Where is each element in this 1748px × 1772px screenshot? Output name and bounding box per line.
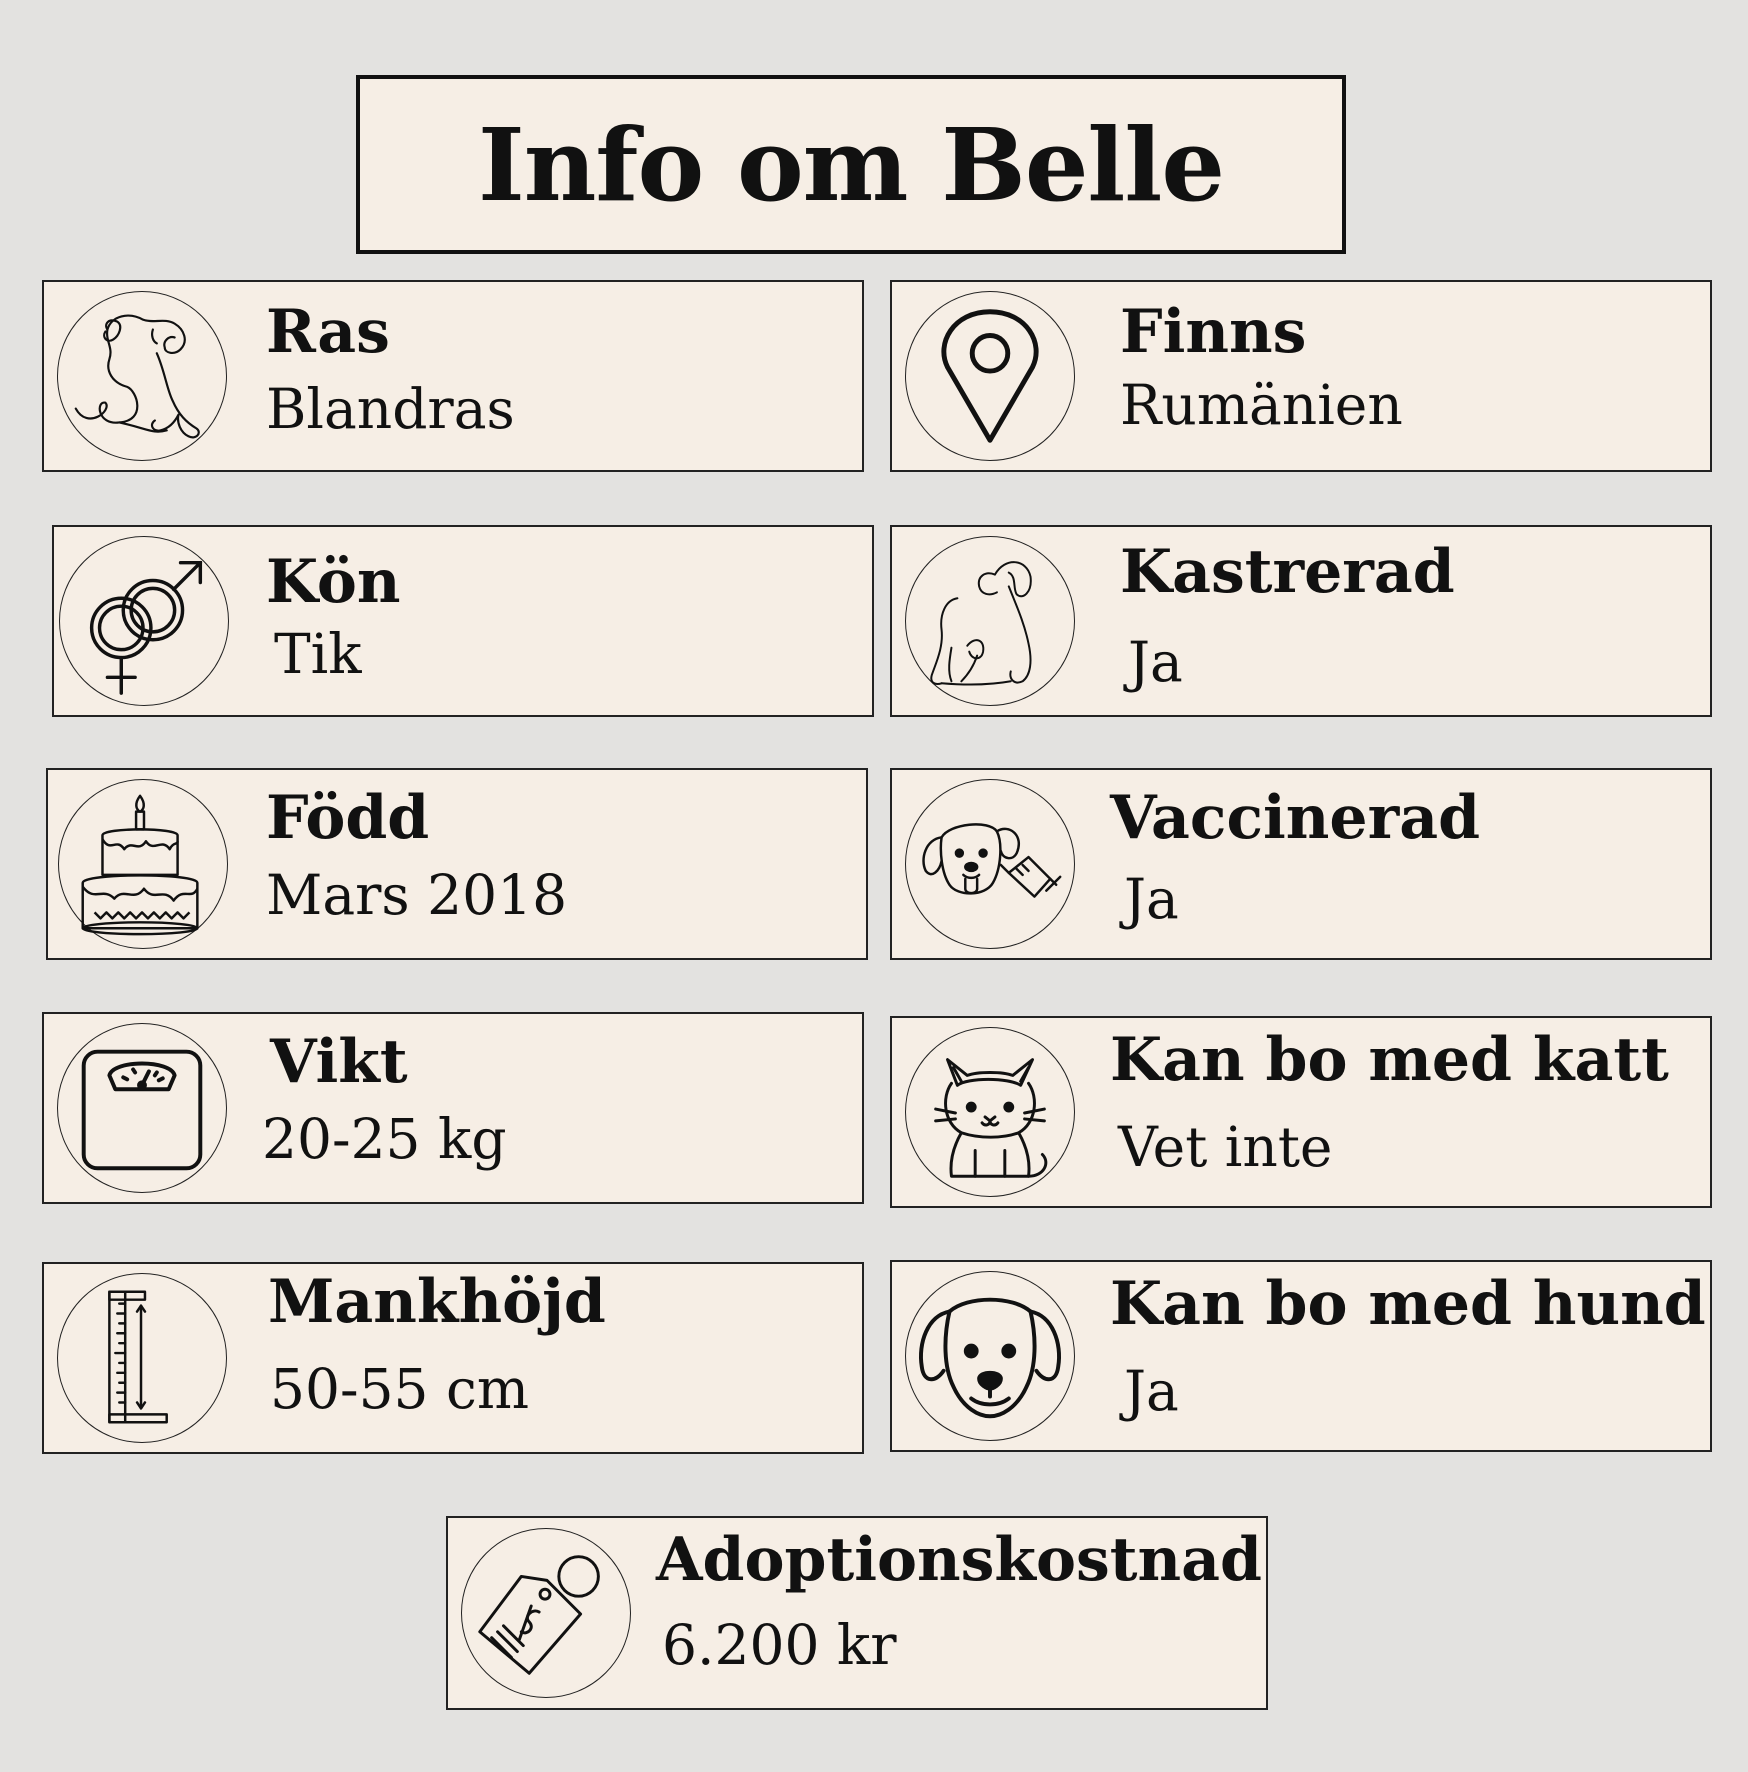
card-value: 50-55 cm [270,1357,529,1421]
card-label: Mankhöjd [268,1267,606,1337]
card-label: Finns [1120,297,1307,367]
gender-symbols-icon [59,536,229,706]
card-value: Rumänien [1120,373,1403,437]
card-kon [52,525,874,717]
card-ras [42,280,864,472]
card-value: 20-25 kg [262,1107,507,1171]
card-value: Tik [274,622,362,686]
card-value: Ja [1124,1359,1179,1423]
card-label: Vaccinerad [1110,783,1481,853]
price-tag-icon [461,1528,631,1698]
dog-syringe-icon [905,779,1075,949]
card-label: Född [266,783,430,853]
sitting-dog-icon [905,536,1075,706]
birthday-cake-icon [58,779,228,949]
card-vaccinerad [890,768,1712,960]
card-katt [890,1016,1712,1208]
weight-scale-icon [57,1023,227,1193]
map-pin-icon [905,291,1075,461]
card-fodd [46,768,868,960]
card-value: Ja [1124,867,1179,931]
card-label: Kön [266,547,401,617]
title-box [356,75,1346,254]
cat-icon [905,1027,1075,1197]
card-label: Vikt [270,1027,408,1097]
card-value: 6.200 kr [662,1613,897,1677]
card-hund [890,1260,1712,1452]
dog-face-icon [905,1271,1075,1441]
card-vikt [42,1012,864,1204]
dog-outline-icon [57,291,227,461]
page-title: Info om Belle [477,105,1225,224]
card-value: Ja [1128,630,1183,694]
card-label: Kastrerad [1120,537,1455,607]
card-kostnad [446,1516,1268,1710]
height-ruler-icon [57,1273,227,1443]
card-value: Mars 2018 [266,863,568,927]
card-label: Kan bo med hund [1110,1269,1706,1339]
card-value: Vet inte [1118,1115,1333,1179]
card-mankhojd [42,1262,864,1454]
card-value: Blandras [266,377,515,441]
card-finns [890,280,1712,472]
card-label: Ras [266,297,390,367]
card-label: Kan bo med katt [1110,1025,1669,1095]
card-label: Adoptionskostnad [656,1525,1262,1595]
card-kastrerad [890,525,1712,717]
